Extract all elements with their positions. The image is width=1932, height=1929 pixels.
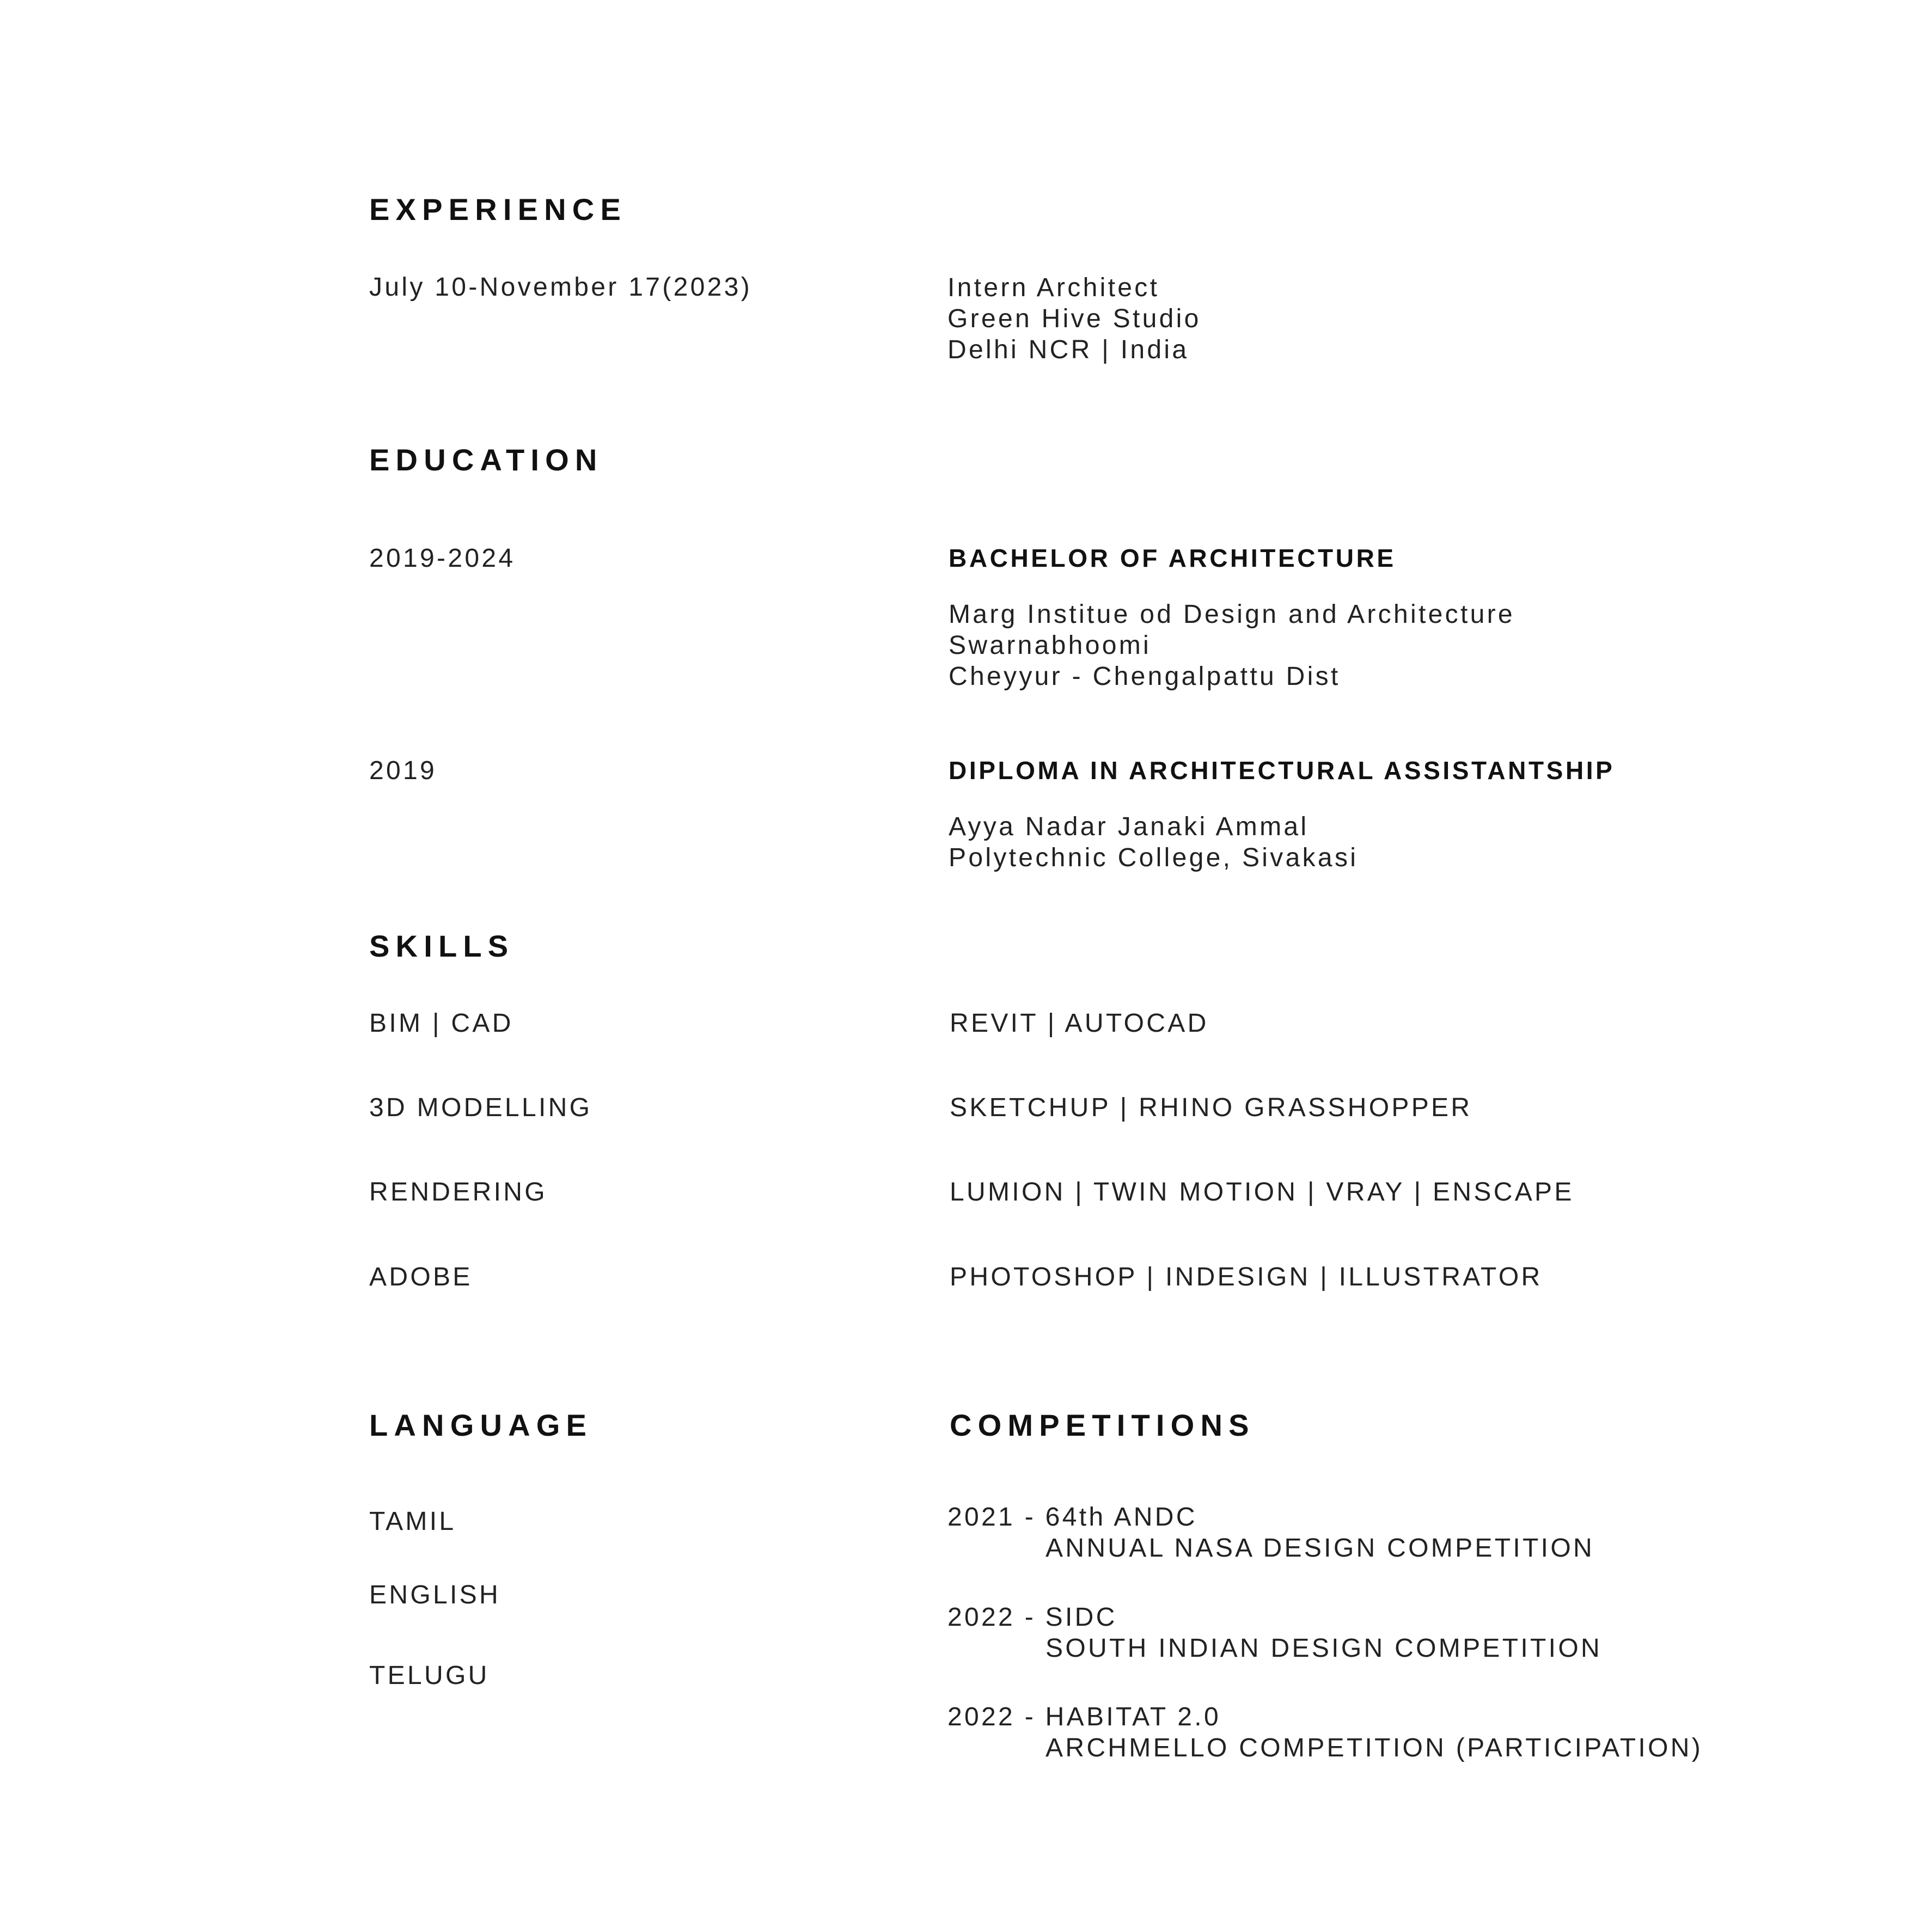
skill-tools: LUMION | TWIN MOTION | VRAY | ENSCAPE	[950, 1178, 1574, 1207]
experience-role: Intern Architect	[947, 273, 1160, 302]
education-line: Swarnabhoomi	[949, 631, 1152, 660]
education-line: Polytechnic College, Sivakasi	[949, 843, 1359, 872]
skill-category: BIM | CAD	[369, 1009, 513, 1038]
skill-category: 3D MODELLING	[369, 1093, 592, 1122]
education-degree-1: BACHELOR OF ARCHITECTURE	[949, 544, 1396, 572]
skill-category: RENDERING	[369, 1178, 547, 1207]
education-institution-1	[949, 599, 1515, 692]
experience-date: July 10-November 17(2023)	[369, 273, 752, 302]
education-years-2: 2019	[369, 756, 437, 785]
education-line: Cheyyur - Chengalpattu Dist	[949, 662, 1341, 691]
language-heading: LANGUAGE	[369, 1408, 593, 1442]
competition-detail: SOUTH INDIAN DESIGN COMPETITION	[1046, 1634, 1602, 1663]
competitions-heading: COMPETITIONS	[950, 1408, 1255, 1442]
experience-heading: EXPERIENCE	[369, 192, 627, 226]
skill-tools: PHOTOSHOP | INDESIGN | ILLUSTRATOR	[950, 1263, 1543, 1291]
competition-title: 2022 - SIDC	[947, 1603, 1117, 1632]
education-line: Ayya Nadar Janaki Ammal	[949, 812, 1309, 841]
language-item: TELUGU	[369, 1661, 490, 1690]
experience-location: Delhi NCR | India	[947, 335, 1189, 364]
competition-item	[947, 1701, 1703, 1763]
education-heading: EDUCATION	[369, 443, 603, 477]
education-line: Marg Institue od Design and Architecture	[949, 600, 1515, 629]
competition-title: 2021 - 64th ANDC	[947, 1503, 1197, 1532]
competition-item	[947, 1502, 1594, 1564]
language-item: TAMIL	[369, 1507, 456, 1536]
education-degree-2: DIPLOMA IN ARCHITECTURAL ASSISTANTSHIP	[949, 756, 1615, 785]
experience-details	[947, 272, 1201, 365]
competition-title: 2022 - HABITAT 2.0	[947, 1703, 1221, 1731]
competition-item	[947, 1602, 1602, 1664]
skills-heading: SKILLS	[369, 929, 515, 963]
skill-tools: REVIT | AUTOCAD	[950, 1009, 1209, 1038]
skill-category: ADOBE	[369, 1263, 473, 1291]
competition-detail: ANNUAL NASA DESIGN COMPETITION	[1046, 1534, 1594, 1563]
skill-tools: SKETCHUP | RHINO GRASSHOPPER	[950, 1093, 1472, 1122]
language-item: ENGLISH	[369, 1581, 500, 1609]
education-years-1: 2019-2024	[369, 544, 516, 573]
competition-detail: ARCHMELLO COMPETITION (PARTICIPATION)	[1046, 1734, 1703, 1762]
education-institution-2	[949, 811, 1358, 873]
experience-company: Green Hive Studio	[947, 304, 1201, 333]
